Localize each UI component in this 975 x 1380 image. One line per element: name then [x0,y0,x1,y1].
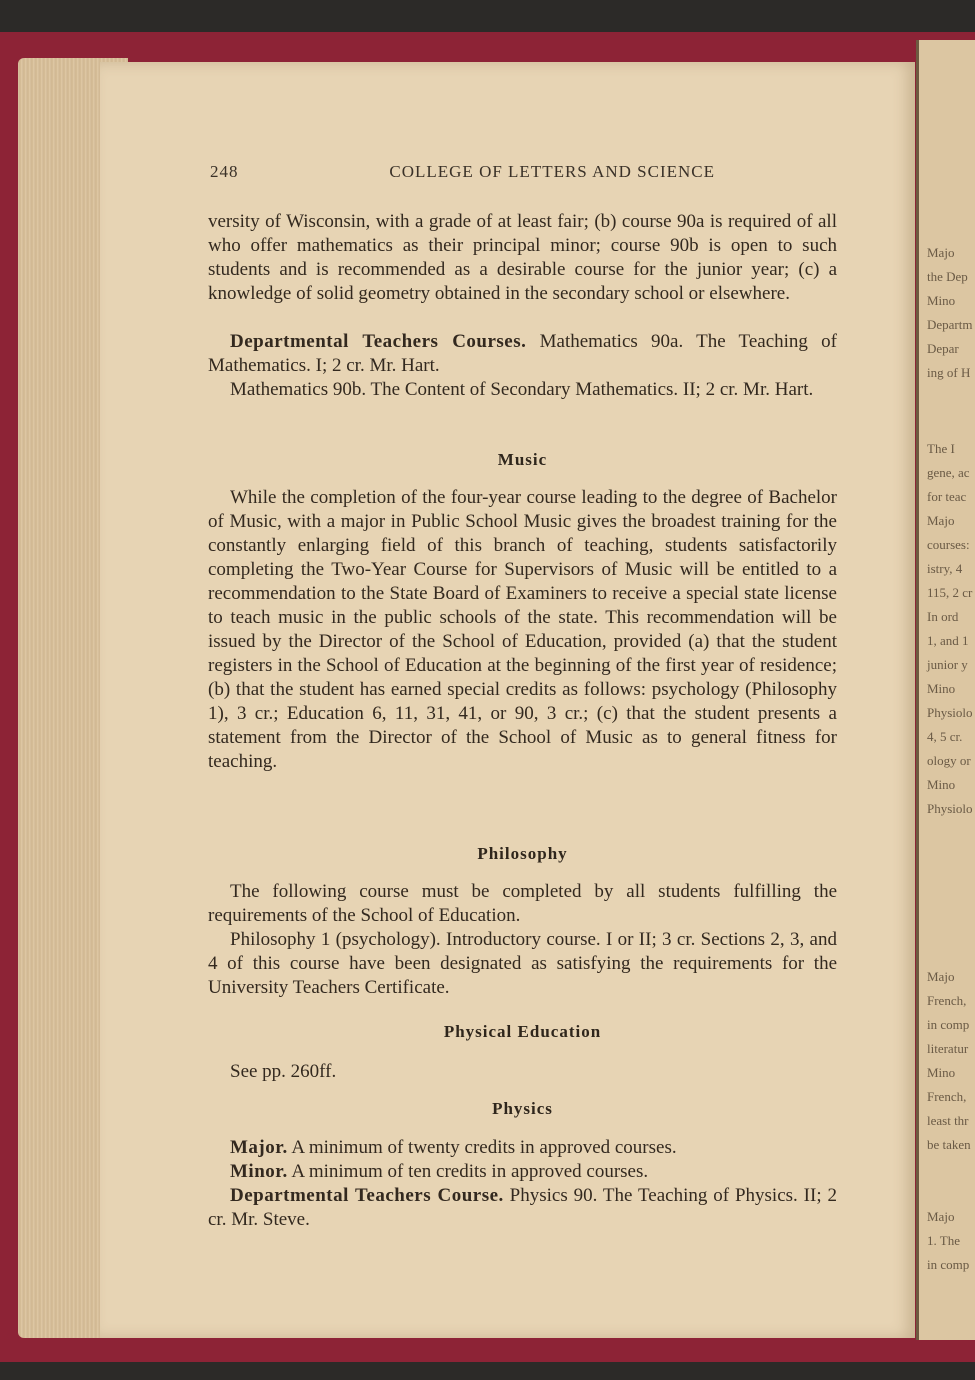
major-text: A minimum of twenty credits in approved courses. [287,1137,677,1158]
facing-fragment: Departm [927,317,973,332]
facing-fragment: French, [927,1089,967,1104]
facing-fragment: Majo [927,969,955,984]
facing-fragment: for teac [927,489,967,504]
dept-course-text: Physics 90. The Teaching of Physics. II; 2 cr. Mr. Steve. [208,1185,837,1230]
music-paragraph: While the completion of the four-year course leading to the degree of Bachelor of Music, with a major in Public School Music gives the broadest training for the constantly enlarging field of this branch of teaching, students satisfactorily completing the Two-Year Course for Supervisors of Music will be entitled to a recommendation to the State Board of Examiners to receive a special state license to teach music in the public schools of the state. This recommendation will be issued by the Director of the School of Education, provided (a) that the student registers in the School of Education at the beginning of the first year of residence; (b) that the student has earned special credits as follows: psychology (Philosophy 1), 3 cr.; Education 6, 11, 31, 41, or 90, 3 cr.; (c) that the student presents a statement from the Director of the School of Music as to general fitness for teaching. [208,487,837,772]
facing-fragment: 1, and 1 [927,633,969,648]
facing-fragment: be taken [927,1137,971,1152]
physical-education-heading: Physical Education [443,1022,602,1041]
philosophy-heading: Philosophy [477,844,568,863]
facing-fragment: literatur [927,1041,969,1056]
running-title: COLLEGE OF LETTERS AND SCIENCE [389,162,715,181]
facing-fragment: 4, 5 cr. [927,729,963,744]
continued-paragraph: versity of Wisconsin, with a grade of at least fair; (b) course 90a is required of all who offer mathematics as their principal minor; course 90b is open to such students and is recommended as a desirable course for the junior year; (c) a knowledge of solid geometry obtained in the secondary school or elsewhere. [208,211,837,304]
facing-fragment: junior y [927,657,968,672]
facing-fragment: Depar [927,341,959,356]
facing-fragment: Majo [927,1209,955,1224]
dept-course-label: Departmental Teachers Course. [230,1185,504,1206]
facing-fragment: gene, ac [927,465,970,480]
dept-courses-label: Departmental Teachers Courses. [230,331,527,352]
facing-fragment: The I [927,441,955,456]
facing-fragment: Mino [927,681,956,696]
facing-fragment: Physiolo [927,705,973,720]
math-dept-courses [208,330,837,378]
minor-label: Minor. [230,1161,288,1182]
facing-fragment: Majo [927,513,955,528]
facing-fragment: least thr [927,1113,969,1128]
music-heading: Music [497,450,548,469]
facing-fragment: in comp [927,1257,970,1272]
physics-dept-course [208,1184,837,1232]
page-number: 248 [210,162,239,181]
facing-page [916,40,975,1340]
facing-fragment: Mino [927,1065,956,1080]
facing-fragment: ology or [927,753,971,768]
philosophy-paragraph-1: The following course must be completed by all students fulfilling the requirements of the School of Education. [208,881,837,926]
minor-text: A minimum of ten credits in approved courses. [287,1161,649,1182]
physics-heading: Physics [492,1099,553,1118]
facing-fragment: in comp [927,1017,970,1032]
facing-fragment: the Dep [927,269,968,284]
facing-fragment: courses: [927,537,970,552]
dept-courses-text: Mathematics 90a. The Teaching of Mathematics. I; 2 cr. Mr. Hart. [208,331,837,376]
philosophy-paragraph-2: Philosophy 1 (psychology). Introductory course. I or II; 3 cr. Sections 2, 3, and 4 of this course have been designated as satisfying the requirements for the University Teachers Certificate. [208,929,837,998]
facing-fragment: 115, 2 cr [927,585,973,600]
physical-education-text: See pp. 260ff. [230,1061,337,1082]
facing-fragment: istry, 4 [927,561,963,576]
major-label: Major. [230,1137,288,1158]
math-90b: Mathematics 90b. The Content of Secondary Mathematics. II; 2 cr. Mr. Hart. [230,379,814,400]
facing-fragment: French, [927,993,967,1008]
facing-fragment: 1. The [927,1233,960,1248]
physics-minor [208,1160,837,1184]
facing-fragment: ing of H [927,365,971,380]
facing-fragment: Mino [927,293,956,308]
physics-major [208,1136,837,1160]
running-head [210,162,715,186]
facing-fragment: Majo [927,245,955,260]
facing-fragment: Mino [927,777,956,792]
facing-fragment: Physiolo [927,801,973,816]
facing-fragment: In ord [927,609,959,624]
